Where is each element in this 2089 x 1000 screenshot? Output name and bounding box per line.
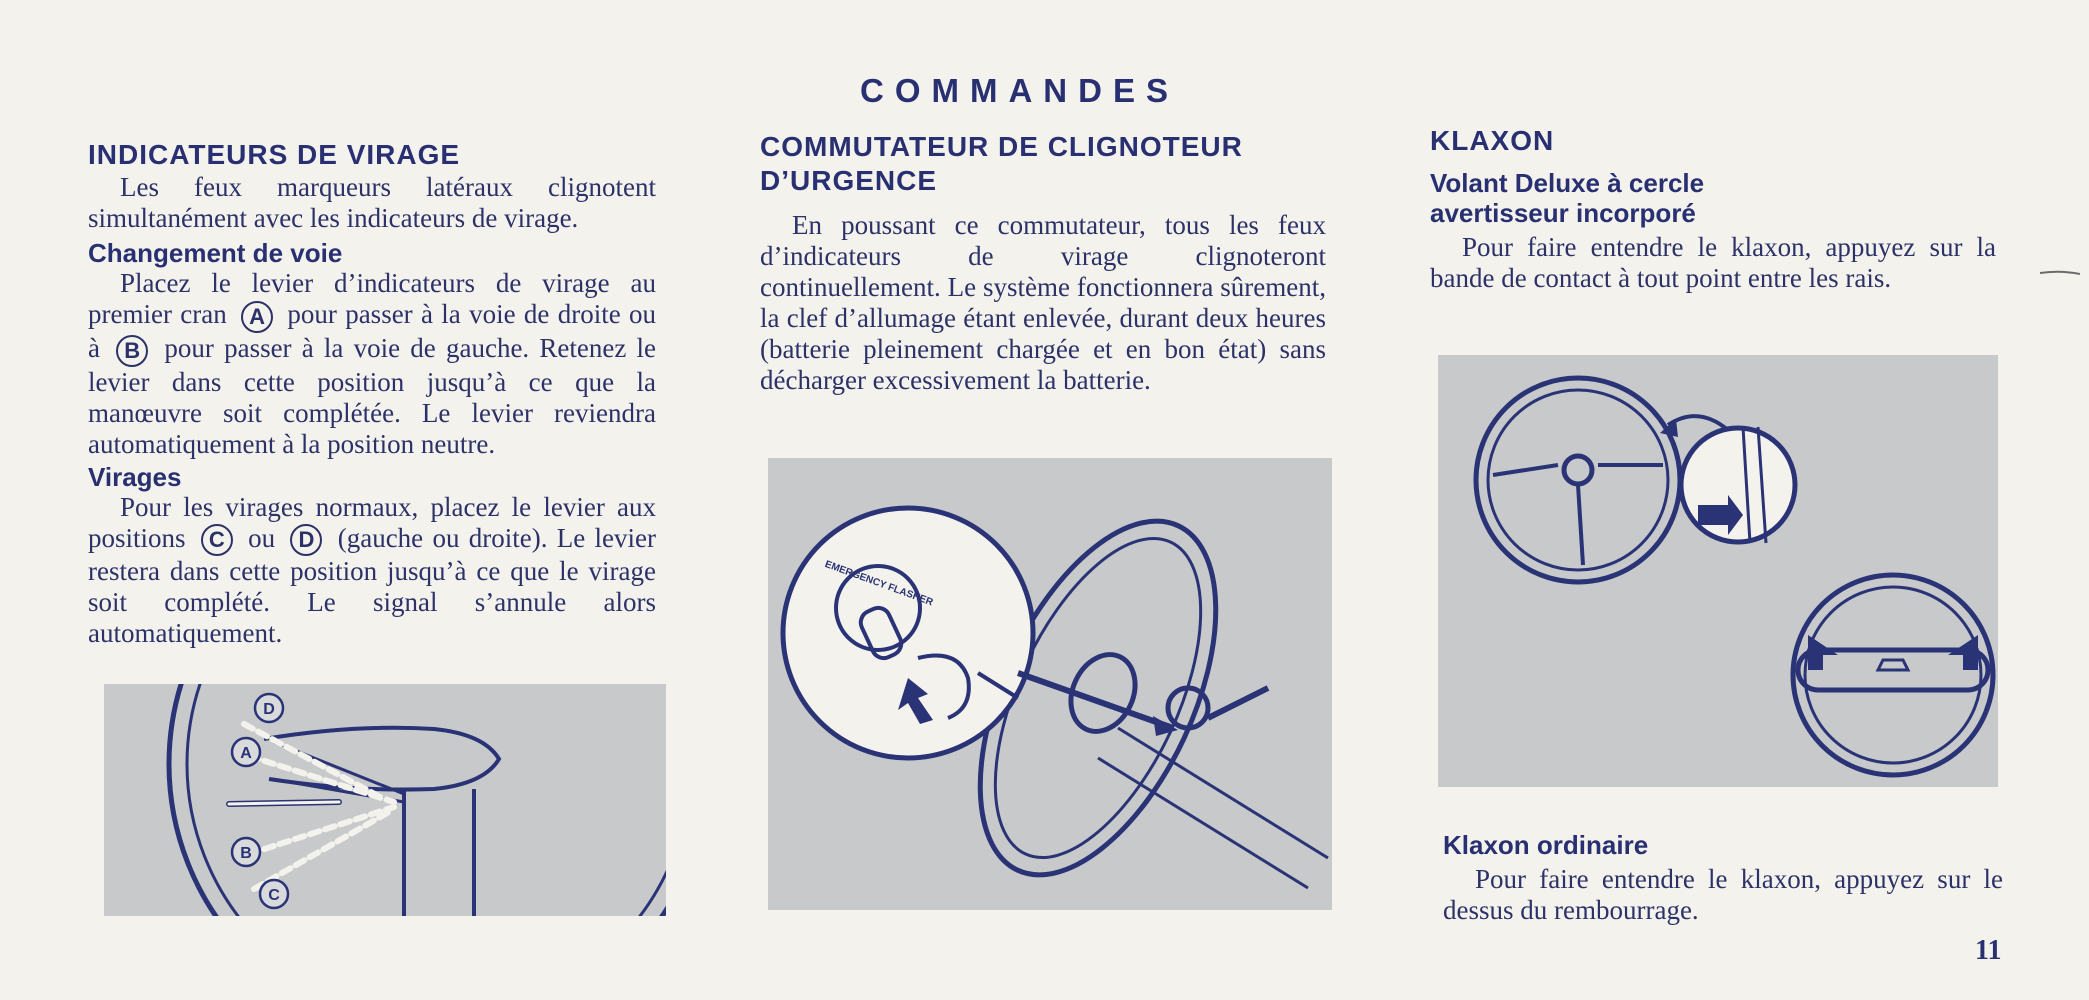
lane-change-text-3: pour passer à la voie de gauche. Retenez le levier dans cette position jusqu’à ce que la manœuvre soit complétée. Le levier reviendra automatiquement à la position neutre.: [88, 332, 657, 459]
deluxe-wheel-spokes: [1493, 465, 1663, 565]
right-column: [1430, 124, 1996, 294]
page-edge-mark: [2040, 270, 2080, 276]
horn-diagram: [1438, 355, 1998, 787]
turn-signals-heading: INDICATEURS DE VIRAGE: [88, 139, 461, 170]
marker-d: D: [290, 524, 322, 556]
marker-b: B: [116, 335, 148, 367]
marker-a: A: [241, 301, 273, 333]
steering-column: [1098, 728, 1328, 888]
turns-heading: Virages: [88, 461, 182, 492]
horn-pad: [264, 728, 499, 790]
turns-text-2: ou: [248, 522, 276, 553]
hazard-diagram: [768, 458, 1332, 910]
figure-label-d: D: [263, 701, 275, 718]
turns-text: [88, 492, 656, 650]
hazard-body: En poussant ce commutateur, tous les feux d’indicateurs de virage clignoteront continuellement. Le système fonctionnera sûrement, la clef d’allumage étant enlevée, durant deux heures (batterie pleinement chargée et en bon état) sans décharger excessivement la batterie.: [760, 210, 1326, 395]
column-switch: [1168, 688, 1208, 728]
figure-label-a: A: [240, 745, 252, 762]
turns-text-1: Pour les virages normaux, placez le levier aux positions: [88, 491, 656, 553]
ordinary-wheel-rim: [1793, 575, 1993, 775]
turn-signals-intro: Les feux marqueurs latéraux clignotent simultanément avec les indicateurs de virage.: [88, 172, 656, 233]
deluxe-hub: [1564, 456, 1592, 484]
figure-label-c: C: [268, 887, 280, 904]
ordinary-horn-body: Pour faire entendre le klaxon, appuyez sur le dessus du rembourrage.: [1443, 864, 2003, 925]
left-column: [88, 138, 656, 649]
ordinary-horn-section: [1443, 830, 2003, 926]
zoom-circle: [783, 508, 1033, 758]
lever-position-c: [254, 812, 389, 889]
middle-column: [760, 130, 1326, 396]
turn-signal-lever-illustration: [104, 684, 666, 916]
horn-heading: KLAXON: [1430, 125, 1555, 156]
lane-change-text: [88, 268, 656, 460]
turn-lever: [1208, 688, 1268, 718]
horn-emblem: [1878, 660, 1908, 670]
hazard-heading-line1: COMMUTATEUR DE CLIGNOTEUR: [760, 131, 1243, 162]
hazard-switch-illustration: [768, 458, 1332, 910]
lane-change-text-2: pour passer à la voie de droite ou à: [88, 299, 657, 363]
lever-position-b: [249, 807, 394, 854]
press-arrow-left-icon: [1808, 635, 1838, 670]
deluxe-heading-line1: Volant Deluxe à cercle: [1430, 168, 1705, 198]
steering-wheel-rim: [169, 684, 666, 916]
press-arrow-right-icon: [1948, 635, 1978, 670]
callout-pointer: [1018, 673, 1173, 728]
deluxe-wheel-rim: [1476, 378, 1680, 582]
page-number: 11: [1975, 935, 2002, 966]
lane-change-heading: Changement de voie: [88, 238, 343, 268]
ordinary-horn-heading: Klaxon ordinaire: [1443, 830, 1649, 860]
deluxe-heading-line2: avertisseur incorporé: [1430, 198, 1696, 228]
lane-change-text-1: Placez le levier d’indicateurs de virage au premier cran: [88, 268, 656, 329]
hazard-heading-line2: D’URGENCE: [760, 165, 938, 196]
deluxe-body: Pour faire entendre le klaxon, appuyez sur la bande de contact à tout point entre les rais.: [1430, 232, 1996, 293]
switch-label: EMERGENCY FLASHER: [823, 558, 935, 609]
steering-column: [404, 789, 474, 916]
page-title: COMMANDES: [860, 72, 1179, 109]
turns-text-3: (gauche ou droite). Le levier restera dans cette position jusqu’à ce que le virage soit complété. Le signal s’annule alors automatiquement.: [88, 522, 656, 649]
horn-illustration: [1438, 355, 1998, 787]
lever-diagram: [104, 684, 666, 916]
marker-c: C: [201, 524, 233, 556]
figure-label-b: B: [240, 845, 252, 862]
callout-curve: [1668, 416, 1728, 430]
